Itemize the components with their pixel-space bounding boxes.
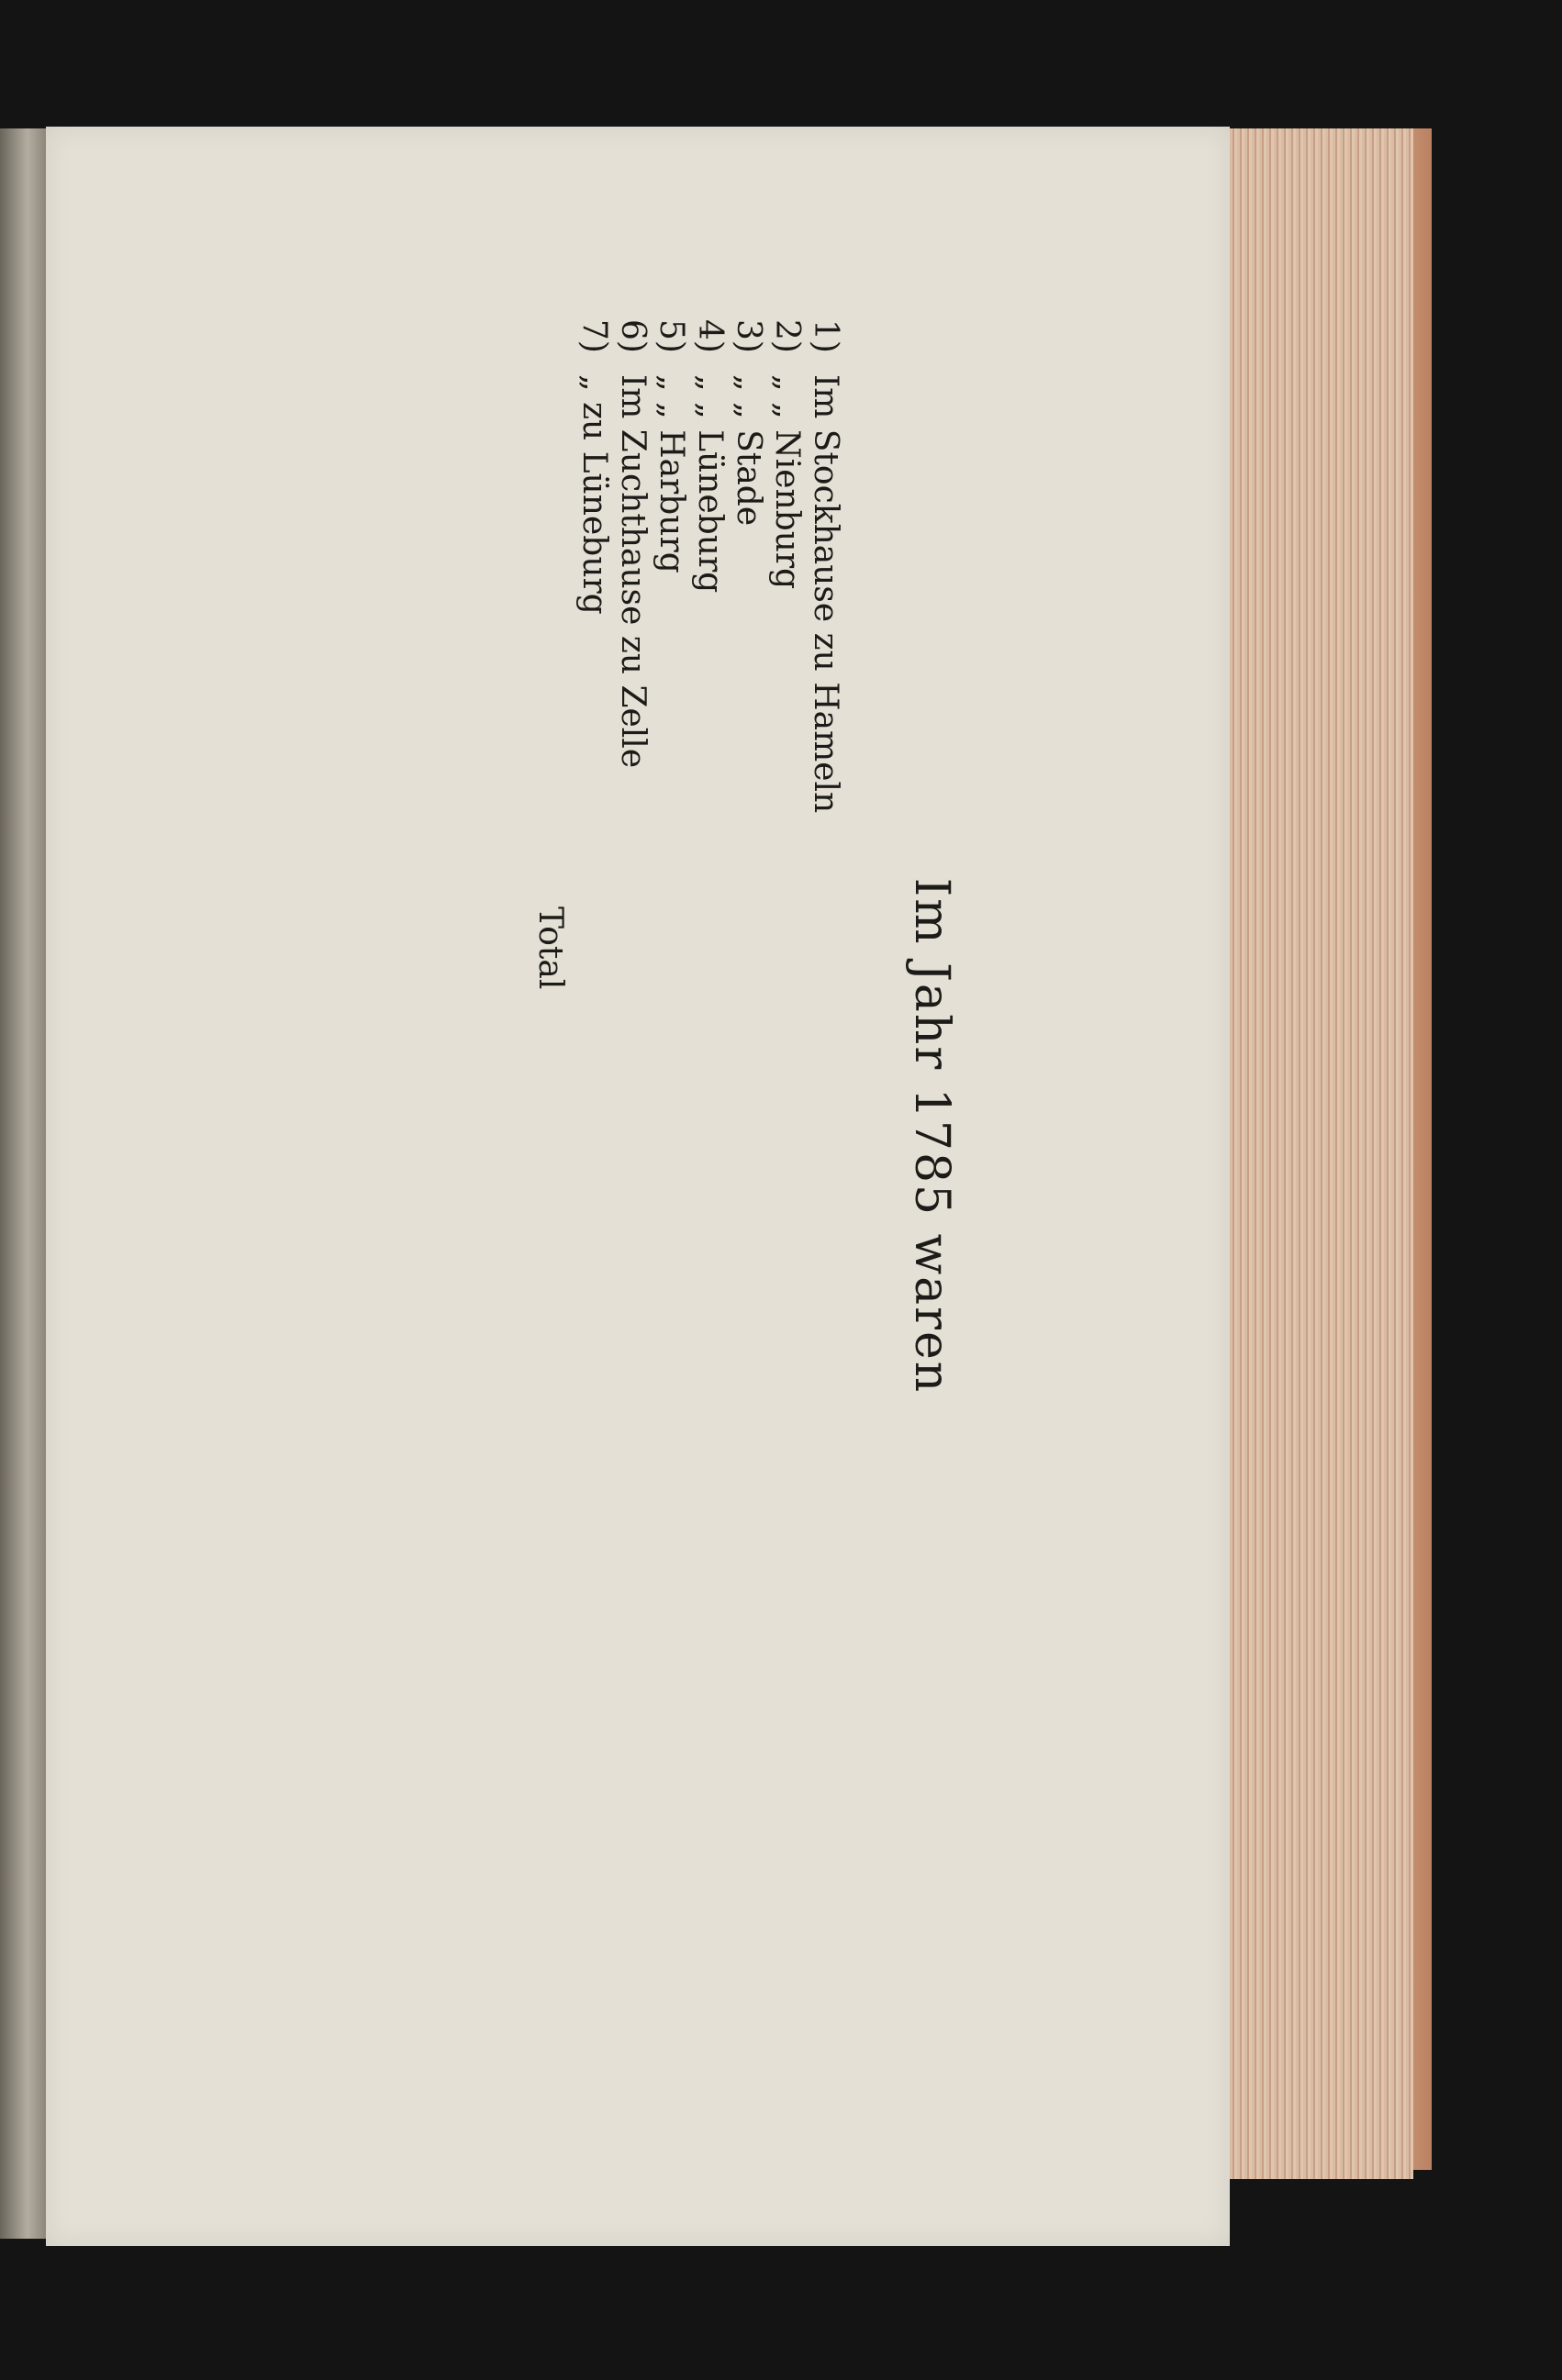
row-number: 1) xyxy=(807,319,844,353)
institution-label: Im Zuchthause zu Zelle xyxy=(614,374,652,769)
table-column xyxy=(101,1353,982,1483)
table-column xyxy=(101,566,982,695)
table-column xyxy=(101,1600,982,1718)
institution-label: „ „ Lüneburg xyxy=(691,374,729,594)
table-column xyxy=(101,895,982,977)
institution-label: „ „ Harburg xyxy=(653,374,690,573)
prisoner-statistics-table xyxy=(101,319,982,1952)
institution-label: „ „ Stade xyxy=(730,374,767,527)
row-number: 6) xyxy=(614,319,652,353)
table-column xyxy=(101,1141,982,1224)
institution-label: „ zu Lüneburg xyxy=(575,374,613,615)
table-column xyxy=(101,1718,982,1800)
row-number: 5) xyxy=(653,319,690,353)
table-column xyxy=(101,1224,982,1353)
row-number: 2) xyxy=(768,319,806,353)
table-column xyxy=(101,449,982,566)
institution-label: Im Stockhause zu Hameln xyxy=(807,374,844,814)
table-column xyxy=(101,319,982,449)
table-title: Im Jahr 1785 waren xyxy=(904,877,959,1395)
total-label: Total xyxy=(531,906,569,990)
row-number: 3) xyxy=(730,319,767,353)
previous-page-edge xyxy=(0,128,46,2239)
row-number: 4) xyxy=(691,319,729,353)
table-column xyxy=(101,1060,982,1142)
table-column xyxy=(101,977,982,1060)
institution-label: „ „ Nienburg xyxy=(768,374,806,590)
row-number: 7) xyxy=(575,319,613,353)
table-column xyxy=(101,1800,982,1952)
table-column xyxy=(101,1483,982,1600)
table-column xyxy=(101,777,982,895)
table-column xyxy=(101,695,982,778)
page-block-edge xyxy=(1230,128,1413,2179)
